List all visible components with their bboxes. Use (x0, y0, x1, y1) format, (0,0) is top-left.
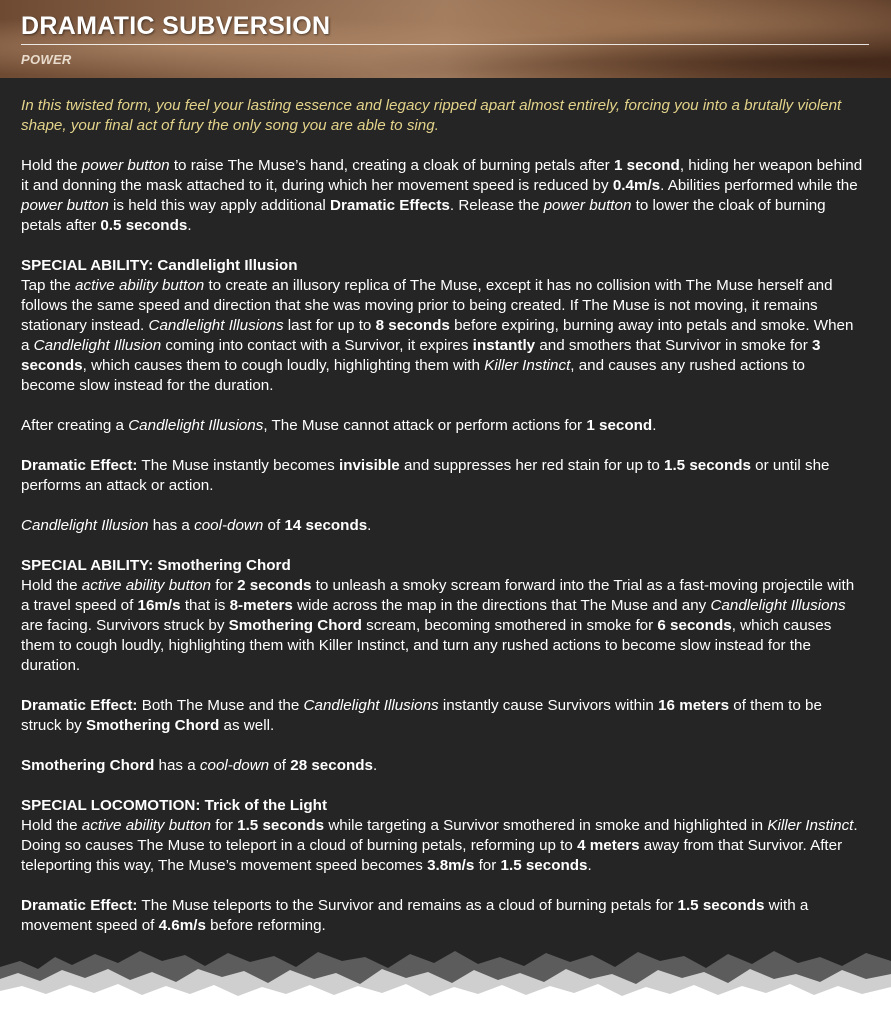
smothering-chord-section: SPECIAL ABILITY: Smothering Chord Hold the active ability button for 2 seconds to unleash a smoky scream forward into the Trial as a fast-moving projectile with a travel speed of 16m/s that is 8-meters wide across the map in the directions that The Muse and any Candlelight Illusions are facing. Survivors struck by Smothering Chord scream, becoming smothered in smoke for 6 seconds, which causes them to cough loudly, highlighting them with Killer Instinct, and turn any rushed actions to become slow instead for the duration. (21, 557, 855, 674)
title-divider (21, 44, 869, 45)
trick-of-the-light-heading: SPECIAL LOCOMOTION: Trick of the Light (21, 797, 328, 814)
trick-dramatic-effect: Dramatic Effect: The Muse teleports to the Survivor and remains as a cloud of burning petals for 1.5 seconds with a movement speed of 4.6m/s before reforming. (21, 897, 809, 934)
power-description (21, 96, 863, 956)
smothering-chord-heading: SPECIAL ABILITY: Smothering Chord (21, 557, 291, 574)
power-title: DRAMATIC SUBVERSION (21, 12, 331, 40)
smothering-cooldown: Smothering Chord has a cool-down of 28 seconds. (21, 757, 378, 774)
candlelight-dramatic-effect: Dramatic Effect: The Muse instantly becomes invisible and suppresses her red stain for up to 1.5 seconds or until she performs an attack or action. (21, 457, 830, 494)
flavor-text: In this twisted form, you feel your lasting essence and legacy ripped apart almost entirely, forcing you into a brutally violent shape, your final act of fury the only song you are able to sing. (21, 97, 842, 134)
power-overview-paragraph: Hold the power button to raise The Muse’s hand, creating a cloak of burning petals after 1 second, hiding her weapon behind it and donning the mask attached to it, during which her movement speed is reduced by 0.4m/s. Abilities performed while the power button is held this way apply additional Dramatic Effects. Release the power button to lower the cloak of burning petals after 0.5 seconds. (21, 157, 863, 234)
card-header (0, 0, 891, 78)
trick-of-the-light-section: SPECIAL LOCOMOTION: Trick of the Light Hold the active ability button for 1.5 seconds while targeting a Survivor smothered in smoke and highlighted in Killer Instinct. Doing so causes The Muse to teleport in a cloud of burning petals, reforming up to 4 meters away from that Survivor. After teleporting this way, The Muse’s movement speed becomes 3.8m/s for 1.5 seconds. (21, 797, 858, 874)
candlelight-cooldown: Candlelight Illusion has a cool-down of 14 seconds. (21, 517, 372, 534)
candlelight-after-paragraph: After creating a Candlelight Illusions, The Muse cannot attack or perform actions for 1 second. (21, 417, 657, 434)
torn-paper-edge (0, 939, 891, 1019)
candlelight-illusion-section: SPECIAL ABILITY: Candlelight Illusion Tap the active ability button to create an illusory replica of The Muse, except it has no collision with The Muse herself and follows the same speed and direction that she was moving prior to being created. If The Muse is not moving, it remains stationary instead. Candlelight Illusions last for up to 8 seconds before expiring, burning away into petals and smoke. When a Candlelight Illusion coming into contact with a Survivor, it expires instantly and smothers that Survivor in smoke for 3 seconds, which causes them to cough loudly, highlighting them with Killer Instinct, and causes any rushed actions to become slow instead for the duration. (21, 257, 854, 394)
candlelight-illusion-heading: SPECIAL ABILITY: Candlelight Illusion (21, 257, 298, 274)
smothering-dramatic-effect: Dramatic Effect: Both The Muse and the Candlelight Illusions instantly cause Survivors within 16 meters of them to be struck by Smothering Chord as well. (21, 697, 822, 734)
power-category-label: POWER (21, 52, 72, 67)
